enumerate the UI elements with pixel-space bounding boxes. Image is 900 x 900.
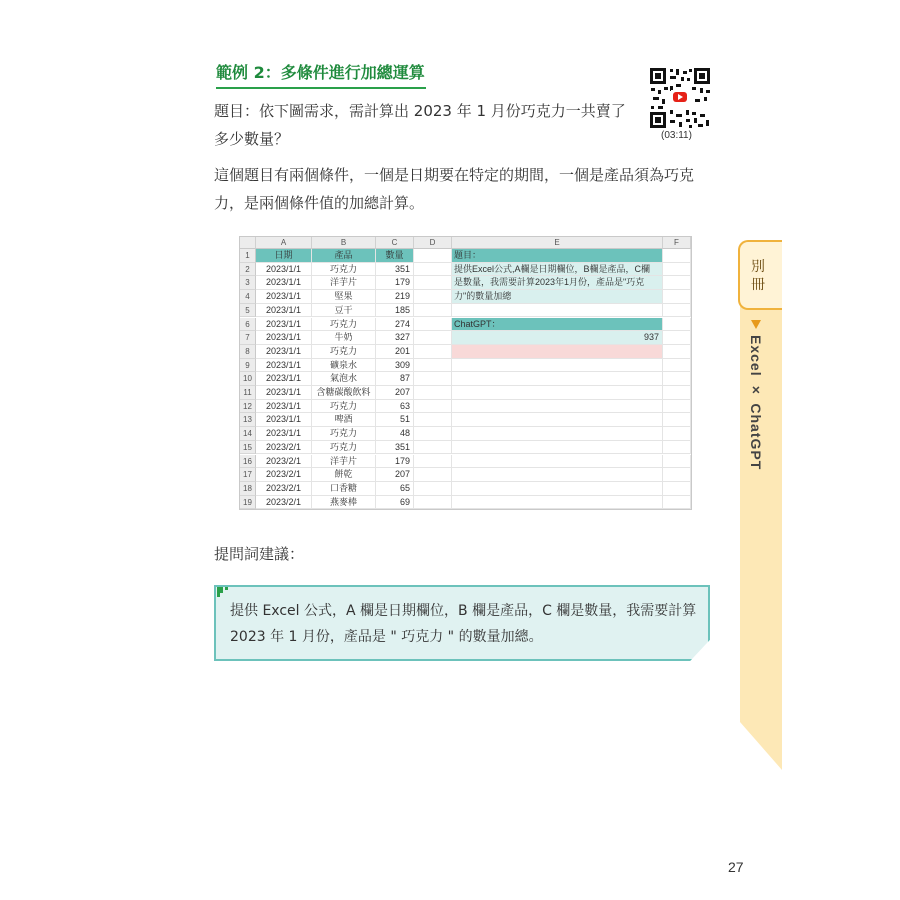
qty-cell: 274 bbox=[376, 318, 414, 332]
date-cell: 2023/1/1 bbox=[256, 304, 312, 318]
date-cell: 2023/2/1 bbox=[256, 482, 312, 496]
date-cell: 2023/1/1 bbox=[256, 290, 312, 304]
row-number: 10 bbox=[240, 372, 256, 386]
row-number: 13 bbox=[240, 413, 256, 427]
page-number: 27 bbox=[728, 859, 744, 875]
row-number: 11 bbox=[240, 386, 256, 400]
empty-cell bbox=[414, 482, 452, 496]
empty-cell bbox=[414, 386, 452, 400]
header-product: 產品 bbox=[312, 249, 376, 263]
empty-cell bbox=[663, 372, 691, 386]
date-cell: 2023/1/1 bbox=[256, 276, 312, 290]
empty-cell bbox=[414, 427, 452, 441]
product-cell: 巧克力 bbox=[312, 427, 376, 441]
qty-cell: 351 bbox=[376, 441, 414, 455]
qty-cell: 65 bbox=[376, 482, 414, 496]
product-cell: 燕麥棒 bbox=[312, 496, 376, 510]
date-cell: 2023/1/1 bbox=[256, 400, 312, 414]
corner-cell bbox=[240, 237, 256, 249]
product-cell: 巧克力 bbox=[312, 263, 376, 277]
empty-cell bbox=[452, 372, 663, 386]
qty-cell: 87 bbox=[376, 372, 414, 386]
question-text-cell: 力"的數量加總 bbox=[452, 290, 663, 304]
empty-cell bbox=[663, 331, 691, 345]
video-duration: (03:11) bbox=[661, 130, 692, 141]
question-text: 題目：依下圖需求，需計算出 2023 年 1 月份巧克力一共賣了多少數量？ bbox=[214, 102, 626, 148]
empty-cell bbox=[414, 441, 452, 455]
empty-cell bbox=[414, 496, 452, 510]
empty-cell bbox=[663, 386, 691, 400]
qty-cell: 207 bbox=[376, 386, 414, 400]
empty-cell bbox=[414, 345, 452, 359]
row-number: 15 bbox=[240, 441, 256, 455]
side-vertical-title: Excel × ChatGPT bbox=[748, 335, 764, 471]
empty-cell bbox=[452, 482, 663, 496]
qty-cell: 309 bbox=[376, 359, 414, 373]
qty-cell: 179 bbox=[376, 276, 414, 290]
qty-cell: 51 bbox=[376, 413, 414, 427]
date-cell: 2023/1/1 bbox=[256, 372, 312, 386]
date-cell: 2023/1/1 bbox=[256, 318, 312, 332]
empty-cell bbox=[414, 263, 452, 277]
product-cell: 餅乾 bbox=[312, 468, 376, 482]
qty-cell: 219 bbox=[376, 290, 414, 304]
empty-cell bbox=[414, 413, 452, 427]
empty-cell bbox=[414, 290, 452, 304]
empty-cell bbox=[414, 468, 452, 482]
empty-cell bbox=[452, 345, 663, 359]
empty-cell bbox=[414, 372, 452, 386]
qty-cell: 351 bbox=[376, 263, 414, 277]
product-cell: 礦泉水 bbox=[312, 359, 376, 373]
date-cell: 2023/2/1 bbox=[256, 468, 312, 482]
empty-cell bbox=[663, 290, 691, 304]
empty-cell bbox=[452, 400, 663, 414]
product-cell: 豆干 bbox=[312, 304, 376, 318]
empty-cell bbox=[452, 386, 663, 400]
empty-cell bbox=[663, 359, 691, 373]
empty-cell bbox=[452, 304, 663, 318]
prompt-quote-icon bbox=[215, 585, 233, 599]
row-number: 7 bbox=[240, 331, 256, 345]
qty-cell: 201 bbox=[376, 345, 414, 359]
date-cell: 2023/2/1 bbox=[256, 496, 312, 510]
empty-cell bbox=[414, 304, 452, 318]
empty-cell bbox=[663, 496, 691, 510]
product-cell: 堅果 bbox=[312, 290, 376, 304]
explanation-text: 這個題目有兩個條件，一個是日期要在特定的期間，一個是產品須為巧克力，是兩個條件值的加總計算。 bbox=[214, 166, 695, 212]
column-header-e: E bbox=[452, 237, 663, 249]
qty-cell: 327 bbox=[376, 331, 414, 345]
empty-cell bbox=[663, 304, 691, 318]
empty-cell bbox=[663, 441, 691, 455]
row-number: 16 bbox=[240, 455, 256, 469]
triangle-down-icon bbox=[751, 320, 761, 329]
product-cell: 氣泡水 bbox=[312, 372, 376, 386]
empty-cell bbox=[663, 455, 691, 469]
date-cell: 2023/1/1 bbox=[256, 263, 312, 277]
empty-cell bbox=[414, 331, 452, 345]
empty-cell bbox=[414, 249, 452, 263]
qty-cell: 69 bbox=[376, 496, 414, 510]
date-cell: 2023/1/1 bbox=[256, 359, 312, 373]
empty-cell bbox=[452, 496, 663, 510]
question-text-cell: 是數量，我需要計算2023年1月份，產品是"巧克 bbox=[452, 276, 663, 290]
qty-cell: 207 bbox=[376, 468, 414, 482]
row-number: 1 bbox=[240, 249, 256, 263]
column-header-d: D bbox=[414, 237, 452, 249]
date-cell: 2023/1/1 bbox=[256, 386, 312, 400]
empty-cell bbox=[663, 413, 691, 427]
product-cell: 巧克力 bbox=[312, 345, 376, 359]
prompt-text: 提供 Excel 公式，A 欄是日期欄位，B 欄是產品，C 欄是數量，我需要計算 2023 年 1 月份，產品是 " 巧克力 " 的數量加總。 bbox=[230, 603, 697, 645]
column-header-f: F bbox=[663, 237, 691, 249]
row-number: 2 bbox=[240, 263, 256, 277]
header-qty: 數量 bbox=[376, 249, 414, 263]
row-number: 3 bbox=[240, 276, 256, 290]
prompt-label: 提問詞建議： bbox=[214, 545, 305, 563]
result-cell: 937 bbox=[452, 331, 663, 345]
empty-cell bbox=[414, 400, 452, 414]
empty-cell bbox=[663, 427, 691, 441]
row-number: 4 bbox=[240, 290, 256, 304]
column-header-b: B bbox=[312, 237, 376, 249]
row-number: 19 bbox=[240, 496, 256, 510]
empty-cell bbox=[414, 318, 452, 332]
empty-cell bbox=[452, 413, 663, 427]
row-number: 17 bbox=[240, 468, 256, 482]
side-tab-label: 別冊 bbox=[751, 259, 765, 293]
empty-cell bbox=[452, 455, 663, 469]
empty-cell bbox=[663, 276, 691, 290]
spreadsheet-screenshot bbox=[239, 236, 692, 510]
qty-cell: 179 bbox=[376, 455, 414, 469]
empty-cell bbox=[414, 276, 452, 290]
chatgpt-label-cell: ChatGPT： bbox=[452, 318, 663, 332]
product-cell: 口香糖 bbox=[312, 482, 376, 496]
section-heading: 範例 2：多條件進行加總運算 bbox=[216, 60, 426, 89]
row-number: 8 bbox=[240, 345, 256, 359]
empty-cell bbox=[663, 249, 691, 263]
empty-cell bbox=[414, 359, 452, 373]
empty-cell bbox=[414, 455, 452, 469]
product-cell: 洋芋片 bbox=[312, 276, 376, 290]
product-cell: 洋芋片 bbox=[312, 455, 376, 469]
question-text-cell: 提供Excel公式,A欄是日期欄位，B欄是產品，C欄 bbox=[452, 263, 663, 277]
empty-cell bbox=[452, 468, 663, 482]
date-cell: 2023/2/1 bbox=[256, 455, 312, 469]
product-cell: 啤酒 bbox=[312, 413, 376, 427]
column-header-a: A bbox=[256, 237, 312, 249]
date-cell: 2023/1/1 bbox=[256, 331, 312, 345]
qty-cell: 185 bbox=[376, 304, 414, 318]
question-title-cell: 題目： bbox=[452, 249, 663, 263]
qr-code-icon[interactable] bbox=[648, 66, 712, 130]
product-cell: 巧克力 bbox=[312, 441, 376, 455]
row-number: 5 bbox=[240, 304, 256, 318]
empty-cell bbox=[452, 427, 663, 441]
date-cell: 2023/1/1 bbox=[256, 345, 312, 359]
empty-cell bbox=[663, 468, 691, 482]
empty-cell bbox=[663, 482, 691, 496]
empty-cell bbox=[663, 400, 691, 414]
empty-cell bbox=[663, 345, 691, 359]
date-cell: 2023/1/1 bbox=[256, 427, 312, 441]
date-cell: 2023/1/1 bbox=[256, 413, 312, 427]
row-number: 14 bbox=[240, 427, 256, 441]
product-cell: 含糖碳酸飲料 bbox=[312, 386, 376, 400]
empty-cell bbox=[663, 318, 691, 332]
row-number: 6 bbox=[240, 318, 256, 332]
qty-cell: 63 bbox=[376, 400, 414, 414]
empty-cell bbox=[663, 263, 691, 277]
header-date: 日期 bbox=[256, 249, 312, 263]
column-header-c: C bbox=[376, 237, 414, 249]
row-number: 12 bbox=[240, 400, 256, 414]
product-cell: 巧克力 bbox=[312, 400, 376, 414]
empty-cell bbox=[452, 359, 663, 373]
empty-cell bbox=[452, 441, 663, 455]
date-cell: 2023/2/1 bbox=[256, 441, 312, 455]
row-number: 18 bbox=[240, 482, 256, 496]
product-cell: 牛奶 bbox=[312, 331, 376, 345]
product-cell: 巧克力 bbox=[312, 318, 376, 332]
row-number: 9 bbox=[240, 359, 256, 373]
qty-cell: 48 bbox=[376, 427, 414, 441]
